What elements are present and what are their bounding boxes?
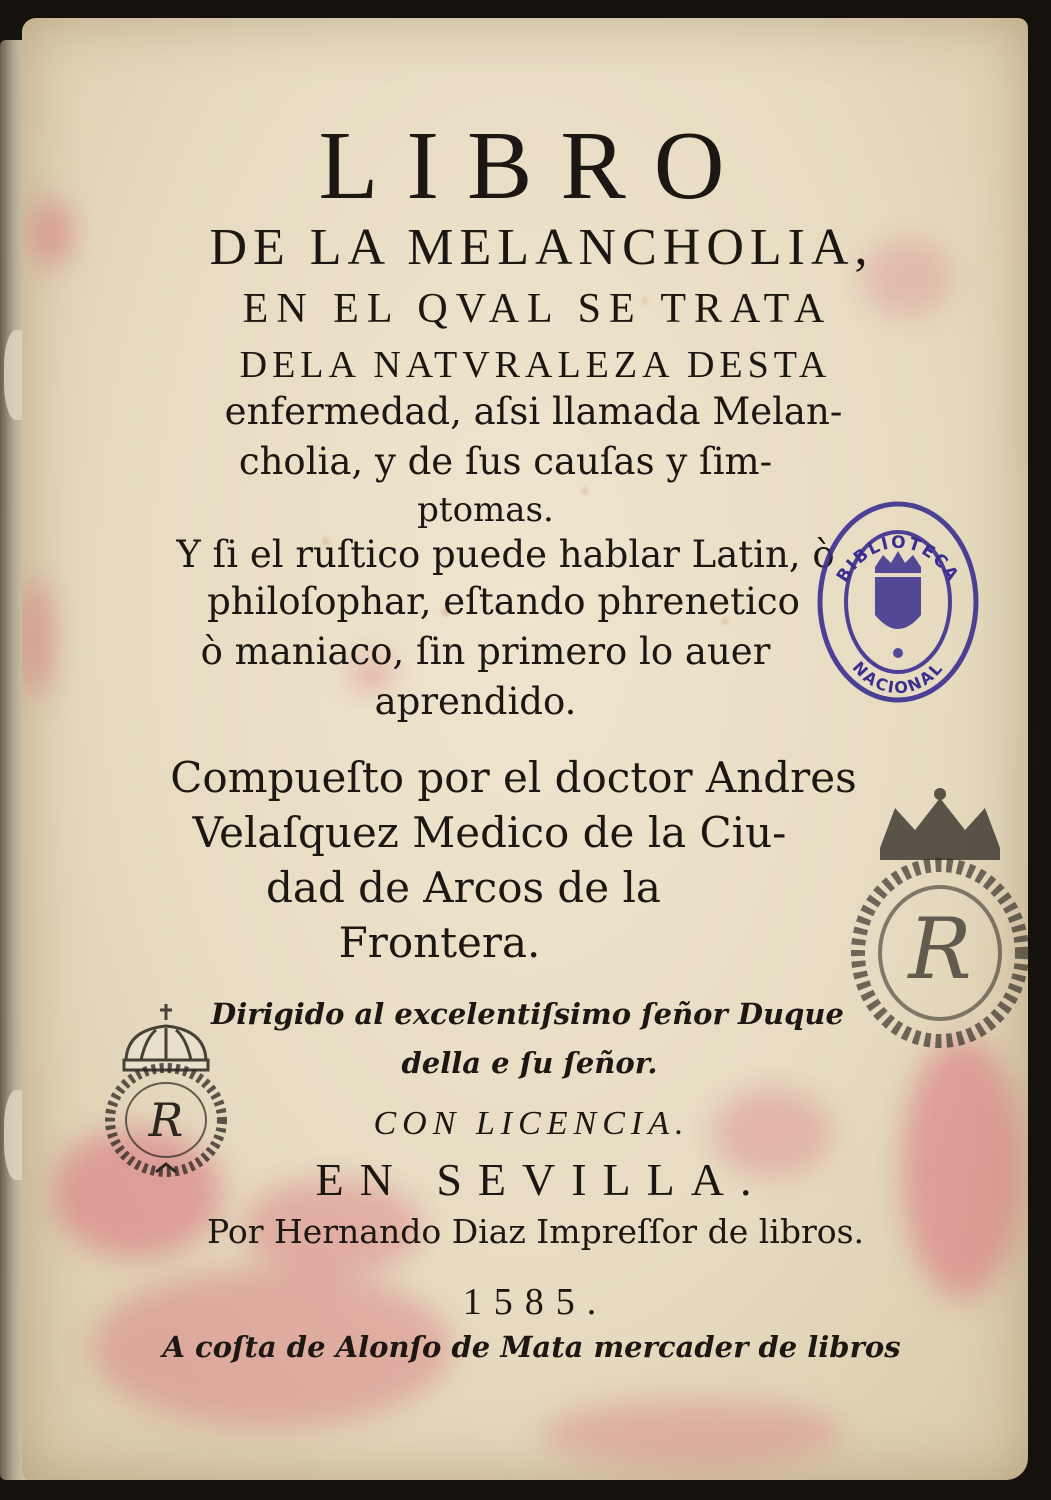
description-line: aprendido. <box>374 680 577 723</box>
stain <box>542 1398 842 1468</box>
description-line: ptomas. <box>417 490 554 530</box>
bookseller-line: A coſta de Alonſo de Mata mercader de libros <box>162 1330 901 1364</box>
description-line: enfermedad, aſsi llamada Melan- <box>224 390 843 433</box>
description-line: ò maniaco, ſin primero lo auer <box>200 630 771 673</box>
crest-monogram: R <box>908 900 972 998</box>
crown-shield-icon <box>875 551 921 658</box>
crest-monogram-left: R <box>148 1093 184 1147</box>
subtitle-line-2: EN EL QVAL SE TRATA <box>242 286 833 332</box>
royal-crest-stamp-right <box>840 768 1040 1068</box>
dedication-line: Dirigido al excelentiſsimo ſeñor Duque <box>211 997 844 1031</box>
book-title: LIBRO <box>318 112 753 220</box>
subtitle-line-3: DELA NATVRALEZA DESTA <box>239 344 832 386</box>
author-line: Compueſto por el doctor Andres <box>170 753 857 802</box>
author-line: Frontera. <box>338 918 541 967</box>
city-line: EN SEVILLA. <box>315 1154 768 1205</box>
description-line: Y ſi el ruſtico puede hablar Latin, ò <box>176 533 835 576</box>
printer-line: Por Hernando Diaz Impreſſor de libros. <box>206 1212 865 1251</box>
royal-crest-stamp-left <box>96 1000 236 1180</box>
license-line: CON LICENCIA. <box>373 1105 690 1142</box>
library-stamp <box>813 497 983 707</box>
stamp-text-top: BIBLIOTECA <box>832 532 964 586</box>
description-line: philoſophar, eſtando phrenetico <box>207 580 800 623</box>
stamp-text-bottom: NACIONAL <box>848 657 948 698</box>
author-line: Velaſquez Medico de la Ciu- <box>192 808 787 857</box>
year-line: 1585. <box>462 1281 609 1323</box>
dedication-line: della e ſu ſeñor. <box>401 1046 658 1080</box>
description-line: cholia, y de ſus cauſas y ſim- <box>238 440 773 483</box>
author-line: dad de Arcos de la <box>266 863 661 912</box>
subtitle-line-1: DE LA MELANCHOLIA, <box>209 219 874 276</box>
